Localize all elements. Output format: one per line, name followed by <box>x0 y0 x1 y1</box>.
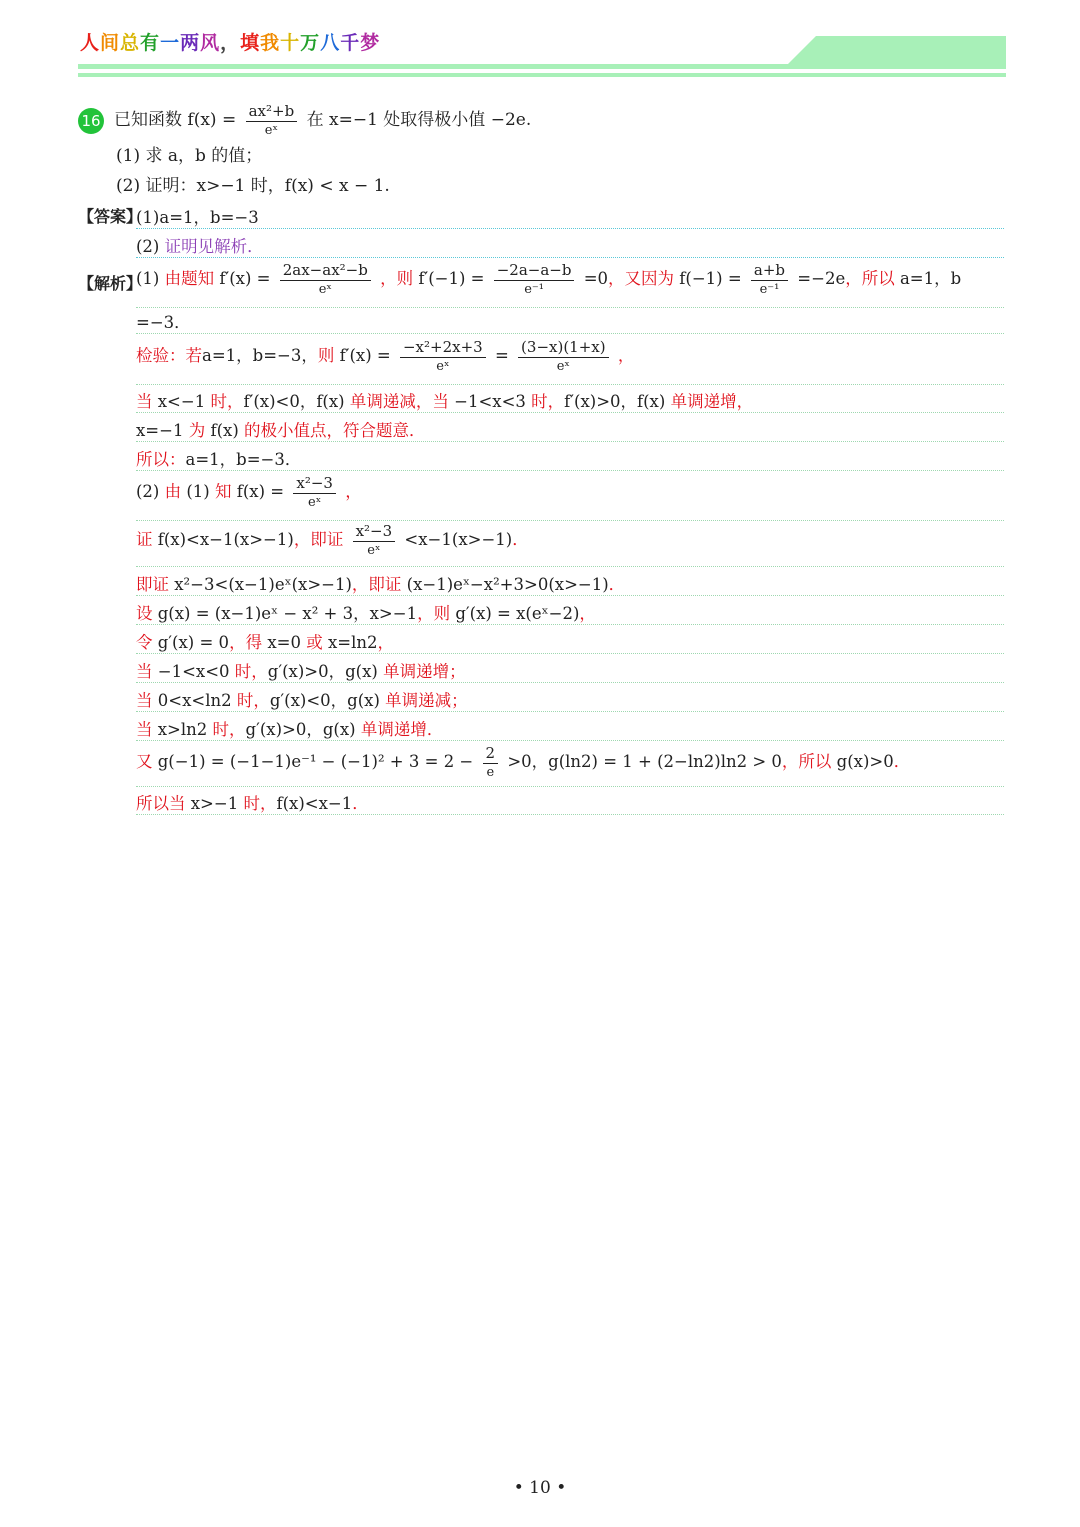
s14-c: 时， <box>212 720 246 739</box>
s15-d: ，所以 <box>781 752 832 771</box>
solution-row-5 <box>136 417 1004 442</box>
s3-f1d: eˣ <box>436 359 450 374</box>
solution-row-4 <box>136 388 1004 413</box>
header-rule-bottom <box>78 73 1006 77</box>
s4-d: f′(x)<0，f(x) <box>243 392 345 411</box>
s7-b: 由 <box>164 482 182 501</box>
s13-e: 单调递减； <box>385 691 468 710</box>
s7-a: (2) <box>136 482 160 501</box>
s7-fn: x²−3 <box>293 474 336 494</box>
s4-g: 时， <box>531 392 565 411</box>
s4-c: 时， <box>210 392 244 411</box>
solution-row-7 <box>136 474 1004 521</box>
s8-fn: x²−3 <box>353 522 396 542</box>
s7-frac <box>293 474 336 511</box>
s8-a: 证 <box>136 530 153 549</box>
answer-line-2 <box>136 233 1004 258</box>
motto-char: 梦 <box>360 32 381 54</box>
motto-char: ， <box>220 32 241 54</box>
s1-f2n: −2a−a−b <box>494 261 575 281</box>
frac-numerator: ax²+b <box>246 102 298 122</box>
stem-fraction <box>246 102 298 139</box>
s5-b: 为 <box>188 421 206 440</box>
s11-d: x=0 <box>267 633 301 652</box>
s7-c: (1) <box>186 482 210 501</box>
s1-frac-3 <box>751 261 788 298</box>
solution-row-6 <box>136 446 1004 471</box>
s13-b: 0<x<ln2 <box>157 691 232 710</box>
s11-f: x=ln2 <box>327 633 378 652</box>
s8-d: <x−1(x>−1) <box>404 530 513 549</box>
s3-c: 则 <box>317 346 335 365</box>
solution-row-2 <box>136 309 1004 334</box>
motto-char: 一 <box>160 32 181 54</box>
s5-d: 的极小值点，符合题意． <box>244 421 426 440</box>
s12-e: 单调递增； <box>383 662 466 681</box>
header-motto <box>80 28 380 55</box>
s1-d: ，则 <box>380 269 414 288</box>
motto-char: 八 <box>320 32 341 54</box>
s1-l: a=1，b <box>899 269 962 288</box>
s3-f2d: eˣ <box>556 359 570 374</box>
s8-b: f(x)<x−1(x>−1) <box>157 530 294 549</box>
s15-a: 又 <box>136 752 153 771</box>
answer-1-text: (1)a=1，b=−3 <box>136 208 259 227</box>
motto-char: 我 <box>260 32 281 54</box>
s1-f2d: e⁻¹ <box>524 282 544 297</box>
s3-frac-2 <box>518 338 609 375</box>
s1-j: =−2e <box>797 269 846 288</box>
s3-frac-1 <box>400 338 486 375</box>
s9-d: (x−1)eˣ−x²+3>0(x>−1) <box>406 575 609 594</box>
s4-f: −1<x<3 <box>454 392 526 411</box>
s6-b: a=1，b=−3． <box>185 450 302 469</box>
s3-b: a=1，b=−3， <box>202 346 318 365</box>
s15-e: g(x)>0 <box>836 752 894 771</box>
s13-d: g′(x)<0，g(x) <box>269 691 380 710</box>
solution-row-9 <box>136 571 1004 596</box>
solution-row-15 <box>136 744 1004 787</box>
solution-row-14 <box>136 716 1004 741</box>
s6-a: 所以： <box>136 450 186 469</box>
s1-f1d: eˣ <box>318 282 332 297</box>
s1-g: =0 <box>583 269 609 288</box>
motto-char: 两 <box>180 32 201 54</box>
solution-row-1 <box>136 261 1004 308</box>
s3-f1n: −x²+2x+3 <box>400 338 486 358</box>
s11-a: 令 <box>136 633 153 652</box>
s1-f3n: a+b <box>751 261 788 281</box>
s1-b: 由题知 <box>164 269 215 288</box>
s4-b: x<−1 <box>157 392 206 411</box>
solution-row-10 <box>136 600 1004 625</box>
s8-c: ，即证 <box>293 530 344 549</box>
s7-fd: eˣ <box>308 495 322 510</box>
question-stem <box>78 102 531 139</box>
answer-2-prefix: (2) <box>136 237 160 256</box>
s12-d: g′(x)>0，g(x) <box>267 662 378 681</box>
s1-f1n: 2ax−ax²−b <box>280 261 371 281</box>
s14-d: g′(x)>0，g(x) <box>245 720 356 739</box>
s10-c: ，则 <box>417 604 451 623</box>
s3-f2n: (3−x)(1+x) <box>518 338 609 358</box>
s11-e: 或 <box>306 633 323 652</box>
s10-a: 设 <box>136 604 153 623</box>
s16-d: f(x)<x−1 <box>276 794 353 813</box>
s1-f3d: e⁻¹ <box>759 282 780 297</box>
s3-g: ， <box>617 346 635 365</box>
s1-h: ，又因为 <box>608 269 675 288</box>
s11-c: ，得 <box>229 633 263 652</box>
s8-e: ． <box>512 530 529 549</box>
s3-a: 检验：若 <box>136 346 202 365</box>
s12-a: 当 <box>136 662 153 681</box>
s9-e: ． <box>608 575 626 594</box>
s1-i: f(−1) = <box>679 269 742 288</box>
s15-frac <box>483 744 499 781</box>
frac-denominator: eˣ <box>264 123 278 138</box>
s14-a: 当 <box>136 720 153 739</box>
s11-b: g′(x) = 0 <box>157 633 230 652</box>
s1-frac-1 <box>280 261 371 298</box>
page-number: • 10 • <box>513 1478 567 1498</box>
s1-k: ，所以 <box>845 269 895 288</box>
s2-text: =−3． <box>136 313 191 332</box>
solution-row-13 <box>136 687 1004 712</box>
solution-label: 【解析】 <box>78 274 143 293</box>
s16-b: x>−1 <box>190 794 239 813</box>
s10-b: g(x) = (x−1)eˣ − x² + 3，x>−1 <box>157 604 418 623</box>
s15-fd: e <box>486 765 495 780</box>
s11-g: ， <box>377 633 394 652</box>
s1-c: f′(x) = <box>219 269 271 288</box>
s15-fn: 2 <box>483 744 499 764</box>
s4-a: 当 <box>136 392 153 411</box>
s12-b: −1<x<0 <box>157 662 230 681</box>
s1-e: f′(−1) = <box>418 269 485 288</box>
question-number: 16 <box>78 108 104 134</box>
s13-c: 时， <box>236 691 270 710</box>
s10-e: ， <box>579 604 596 623</box>
s14-e: 单调递增． <box>360 720 444 739</box>
s5-a: x=−1 <box>136 421 184 440</box>
s10-d: g′(x) = x(eˣ−2) <box>455 604 580 623</box>
s16-c: 时， <box>243 794 277 813</box>
header-tab-shape <box>786 36 1006 66</box>
solution-row-16 <box>136 790 1004 815</box>
answer-line-1 <box>136 204 1004 229</box>
s15-f: ． <box>893 752 911 771</box>
question-part-2: (2) 证明：x>−1 时，f(x) < x − 1. <box>116 176 390 196</box>
motto-char: 十 <box>280 32 301 54</box>
s4-e: 单调递减，当 <box>349 392 449 411</box>
s1-frac-2 <box>494 261 575 298</box>
answer-label: 【答案】 <box>78 207 143 226</box>
s7-e: f(x) = <box>236 482 285 501</box>
s15-b: g(−1) = (−1−1)e⁻¹ − (−1)² + 3 = 2 − <box>157 752 474 771</box>
s9-b: x²−3<(x−1)eˣ(x>−1) <box>174 575 352 594</box>
s14-b: x>ln2 <box>157 720 208 739</box>
s8-fd: eˣ <box>367 543 381 558</box>
motto-char: 千 <box>340 32 361 54</box>
motto-char: 万 <box>300 32 321 54</box>
s15-c: >0，g(ln2) = 1 + (2−ln2)ln2 > 0 <box>507 752 782 771</box>
stem-text-a: 已知函数 f(x) = <box>114 110 237 130</box>
motto-char: 有 <box>140 32 161 54</box>
s7-g: ， <box>345 482 362 501</box>
s12-c: 时， <box>234 662 268 681</box>
answer-2-text: 证明见解析． <box>164 237 264 256</box>
solution-row-12 <box>136 658 1004 683</box>
s16-a: 所以当 <box>136 794 186 813</box>
s5-c: f(x) <box>210 421 239 440</box>
header-rule-top <box>78 64 1006 69</box>
s16-e: ． <box>352 794 369 813</box>
solution-row-3 <box>136 338 1004 385</box>
s9-a: 即证 <box>136 575 169 594</box>
s7-d: 知 <box>215 482 232 501</box>
s13-a: 当 <box>136 691 153 710</box>
s9-c: ，即证 <box>351 575 402 594</box>
s8-frac <box>353 522 396 559</box>
stem-text-b: 在 x=−1 处取得极小值 −2e. <box>306 110 532 130</box>
motto-char: 人 <box>80 32 101 54</box>
solution-row-11 <box>136 629 1004 654</box>
motto-char: 风 <box>200 32 221 54</box>
solution-row-8 <box>136 522 1004 567</box>
s3-d: f′(x) = <box>339 346 391 365</box>
motto-char: 总 <box>120 32 141 54</box>
s4-h: f′(x)>0，f(x) <box>564 392 666 411</box>
s1-a: (1) <box>136 269 160 288</box>
s3-e: = <box>494 346 509 365</box>
s4-i: 单调递增， <box>670 392 754 411</box>
motto-char: 间 <box>100 32 121 54</box>
question-part-1: (1) 求 a，b 的值； <box>116 146 263 166</box>
motto-char: 填 <box>240 32 261 54</box>
